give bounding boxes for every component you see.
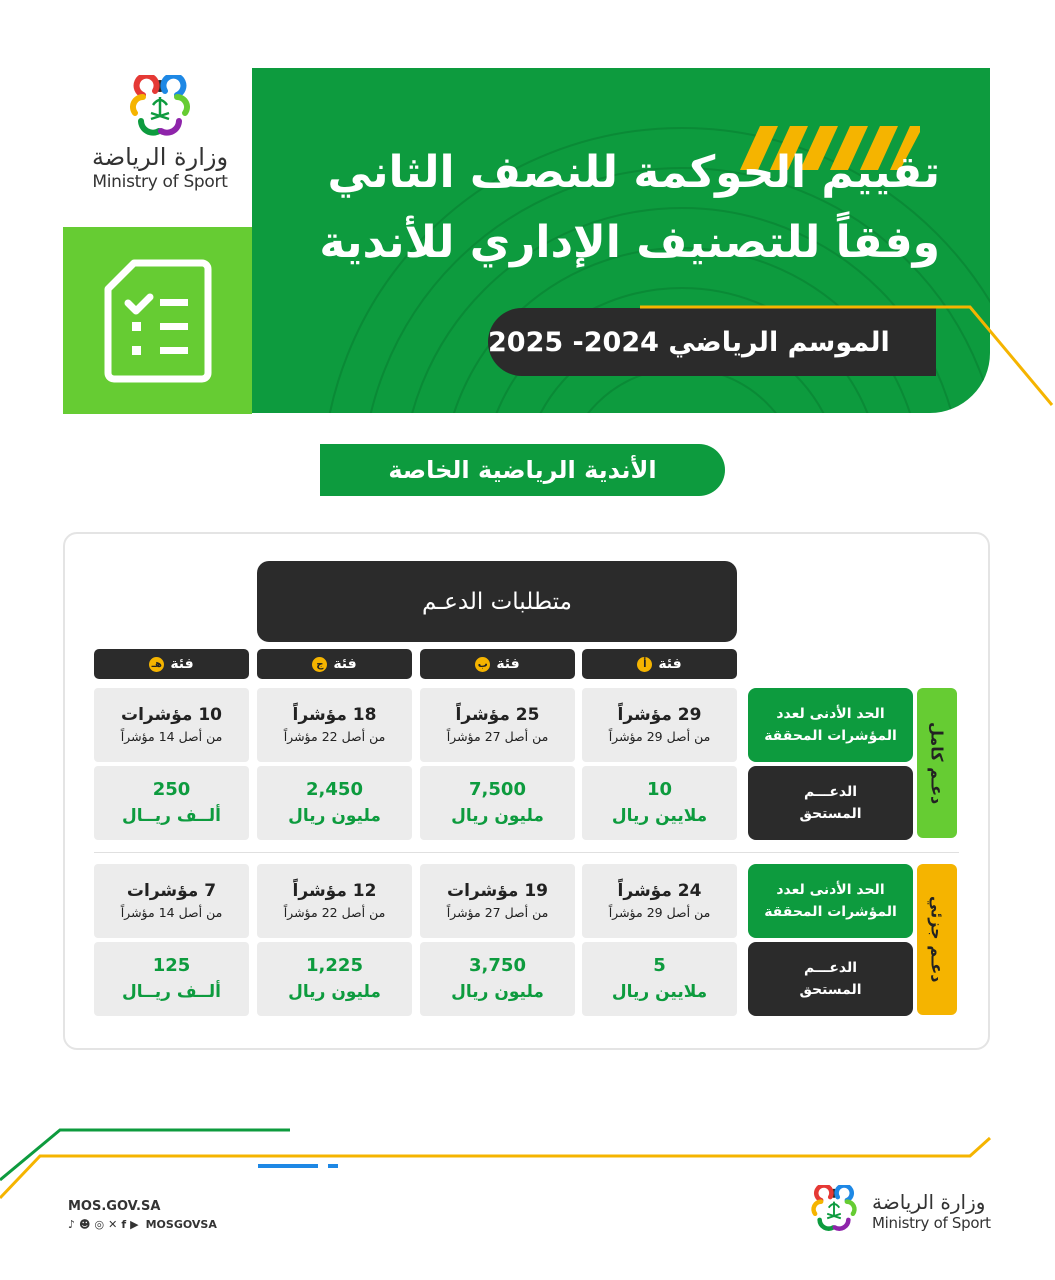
support-amount: 10: [646, 779, 673, 800]
indicator-cell: [257, 864, 412, 938]
support-amount: 250: [152, 779, 191, 800]
social-handle[interactable]: MOSGOVSA: [145, 1218, 217, 1231]
indicator-value: 7 مؤشرات: [126, 881, 217, 901]
indicator-total: من أصل 14 مؤشراً: [120, 729, 223, 744]
support-cell: [420, 942, 575, 1016]
category-label: فئة: [658, 656, 682, 672]
group-divider: [94, 852, 959, 853]
support-cell: [257, 766, 412, 840]
indicator-total: من أصل 22 مؤشراً: [283, 905, 386, 920]
ministry-emblem-icon: [123, 75, 197, 141]
section-title: الأندية الرياضية الخاصة: [320, 444, 725, 496]
support-unit: مليون ريال: [451, 806, 544, 826]
social-links: [68, 1218, 217, 1231]
indicator-cell: [94, 864, 249, 938]
category-badge: أ: [637, 657, 652, 672]
support-amount: 7,500: [469, 779, 526, 800]
ministry-logo-bottom: [806, 1185, 991, 1235]
category-label: فئة: [170, 656, 194, 672]
indicator-value: 25 مؤشراً: [455, 705, 540, 725]
min-indicators-label-line-1: الحد الأدنى لعدد: [776, 706, 885, 722]
support-cell: [257, 942, 412, 1016]
brand-name-english: Ministry of Sport: [872, 1214, 991, 1232]
indicator-cell: [582, 864, 737, 938]
min-indicators-label-line-2: المؤشرات المحققة: [764, 904, 897, 920]
indicator-cell: [420, 864, 575, 938]
support-due-label-line-2: المستحق: [799, 982, 862, 998]
full-support-label: دعـم كامل: [927, 721, 947, 805]
checklist-panel: [63, 227, 252, 414]
category-badge: ب: [475, 657, 490, 672]
brand-name-arabic: وزارة الرياضة: [872, 1190, 986, 1214]
category-label: فئة: [496, 656, 520, 672]
ministry-logo-top: [80, 75, 240, 215]
category-e-header: [94, 649, 249, 679]
instagram-icon[interactable]: ◎: [94, 1218, 105, 1231]
indicator-total: من أصل 29 مؤشراً: [608, 729, 711, 744]
indicator-cell: [257, 688, 412, 762]
indicator-total: من أصل 29 مؤشراً: [608, 905, 711, 920]
support-amount: 3,750: [469, 955, 526, 976]
support-unit: ألــف ريــال: [122, 982, 221, 1002]
support-due-label: [748, 766, 913, 840]
hero-title-line-2: وفقاً للتصنيف الإداري للأندية: [319, 217, 940, 268]
indicator-value: 19 مؤشرات: [447, 881, 548, 901]
category-a-header: [582, 649, 737, 679]
indicator-value: 24 مؤشراً: [617, 881, 702, 901]
indicator-total: من أصل 22 مؤشراً: [283, 729, 386, 744]
min-indicators-label: [748, 688, 913, 762]
category-badge: هـ: [149, 657, 164, 672]
support-due-label-line-2: المستحق: [799, 806, 862, 822]
min-indicators-label-line-1: الحد الأدنى لعدد: [776, 882, 885, 898]
partial-support-tab: [917, 864, 957, 1015]
website-url[interactable]: MOS.GOV.SA: [68, 1199, 161, 1214]
hero-title-line-1: تقييم الحوكمة للنصف الثاني: [327, 147, 940, 198]
indicator-total: من أصل 27 مؤشراً: [446, 905, 549, 920]
indicator-cell: [582, 688, 737, 762]
min-indicators-label-line-2: المؤشرات المحققة: [764, 728, 897, 744]
support-amount: 5: [653, 955, 666, 976]
category-b-header: [420, 649, 575, 679]
support-due-label: [748, 942, 913, 1016]
category-label: فئة: [333, 656, 357, 672]
indicator-value: 29 مؤشراً: [617, 705, 702, 725]
support-cell: [420, 766, 575, 840]
table-header: متطلبات الدعـم: [257, 561, 737, 642]
min-indicators-label: [748, 864, 913, 938]
season-label: الموسم الرياضي 2024- 2025: [488, 308, 936, 376]
support-amount: 1,225: [306, 955, 363, 976]
support-due-label-line-1: الدعـــم: [803, 960, 858, 976]
facebook-icon[interactable]: f: [121, 1218, 127, 1231]
support-unit: ألــف ريــال: [122, 806, 221, 826]
indicator-cell: [94, 688, 249, 762]
partial-support-label: دعـم جزئي: [927, 896, 947, 983]
support-amount: 2,450: [306, 779, 363, 800]
support-unit: مليون ريال: [288, 982, 381, 1002]
indicator-value: 10 مؤشرات: [121, 705, 222, 725]
checklist-icon: [104, 259, 212, 383]
support-unit: مليون ريال: [288, 806, 381, 826]
support-unit: ملايين ريال: [611, 982, 708, 1002]
category-c-header: [257, 649, 412, 679]
indicator-value: 18 مؤشراً: [292, 705, 377, 725]
full-support-tab: [917, 688, 957, 838]
indicator-cell: [420, 688, 575, 762]
yellow-accent-line: [640, 305, 1055, 410]
support-due-label-line-1: الدعـــم: [803, 784, 858, 800]
youtube-icon[interactable]: ▶: [130, 1218, 139, 1231]
indicator-total: من أصل 27 مؤشراً: [446, 729, 549, 744]
hero-title: [280, 138, 940, 278]
brand-name-english: Ministry of Sport: [92, 171, 228, 192]
tiktok-icon[interactable]: ♪: [68, 1218, 76, 1231]
ministry-emblem-icon: [806, 1185, 862, 1235]
snapchat-icon[interactable]: ☻: [79, 1218, 91, 1231]
indicator-total: من أصل 14 مؤشراً: [120, 905, 223, 920]
support-unit: ملايين ريال: [611, 806, 708, 826]
support-cell: [582, 766, 737, 840]
x-icon[interactable]: ✕: [108, 1218, 118, 1231]
brand-name-arabic: وزارة الرياضة: [91, 143, 229, 171]
category-badge: ج: [312, 657, 327, 672]
support-unit: مليون ريال: [451, 982, 544, 1002]
indicator-value: 12 مؤشراً: [292, 881, 377, 901]
support-cell: [94, 942, 249, 1016]
support-cell: [94, 766, 249, 840]
support-amount: 125: [152, 955, 191, 976]
support-cell: [582, 942, 737, 1016]
